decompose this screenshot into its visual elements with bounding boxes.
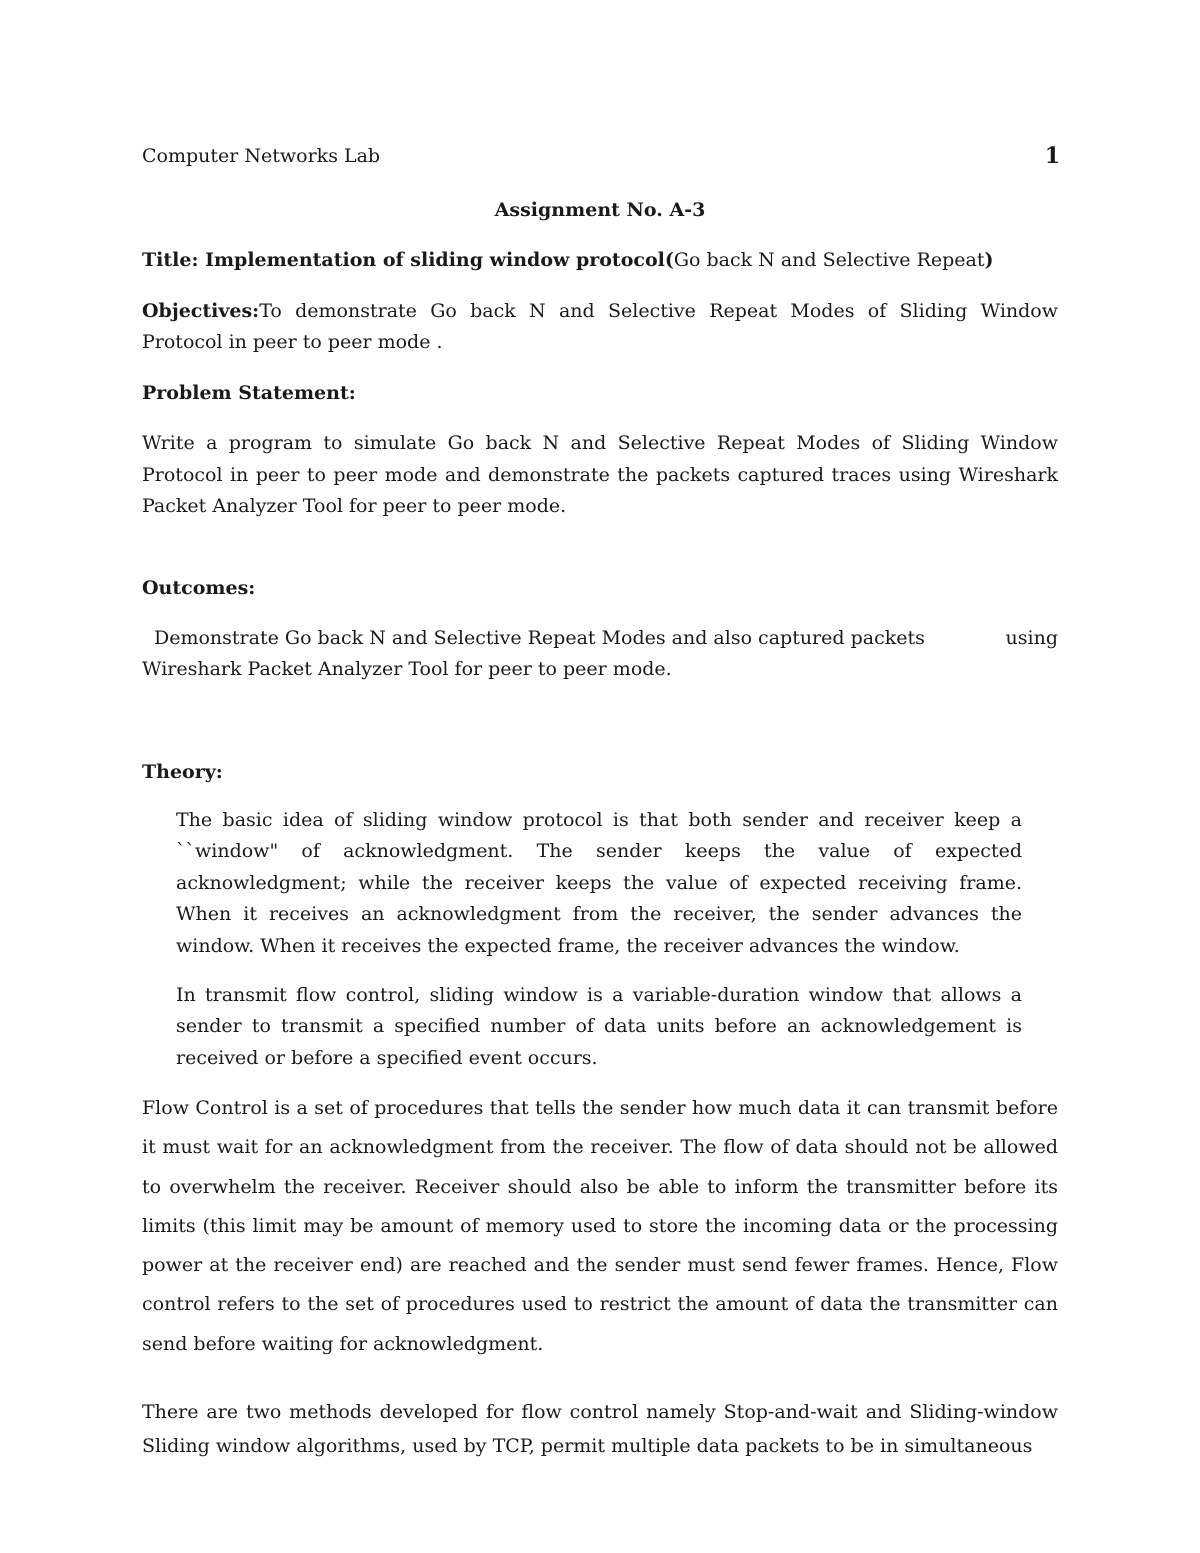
flow-control-paragraph: Flow Control is a set of procedures that tells the sender how much data it can transmit before it must wait for an acknowledgment from the receiver. The flow of data should not be allowed to overwhelm the receiver. Receiver should also be able to inform the transmitter before its limits (this limit may be amount of memory used to store the incoming data or the processing power at the receiver end) are reached and the sender must send fewer frames. Hence, Flow control refers to the set of procedures used to restrict the amount of data the transmitter can send before waiting for acknowledgment. [142,1097,1058,1355]
title-text: Go back N and Selective Repeat [673,249,985,271]
title-line [142,246,1058,274]
outcomes-text-line1-end: using [1005,627,1058,649]
outcomes-line-1 [142,623,1058,654]
methods-paragraph: There are two methods developed for flow control namely Stop-and-wait and Sliding-window Sliding window algorithms, used by TCP, permit multiple data packets to be in simultaneous [142,1401,1058,1457]
page-header [142,141,1060,171]
objectives-label: Objectives: [142,300,260,322]
problem-statement-text: Write a program to simulate Go back N and Selective Repeat Modes of Sliding Window Protocol in peer to peer mode and demonstrate the packets captured traces using Wireshark Packet Analyzer Tool for peer to peer mode. [142,432,1058,517]
theory-heading: Theory: [142,761,223,783]
header-title: Computer Networks Lab [142,145,381,167]
problem-statement-heading: Problem Statement: [142,382,356,404]
outcomes-heading: Outcomes: [142,577,256,599]
outcomes-text-line1: Demonstrate Go back N and Selective Repeat Modes and also captured packets [154,627,925,649]
objectives-text: To demonstrate Go back N and Selective Repeat Modes of Sliding Window Protocol in peer to peer mode . [142,300,1058,353]
theory-paragraph-1: The basic idea of sliding window protocol is that both sender and receiver keep a ``window" of acknowledgment. The sender keeps the value of expected acknowledgment; while the receiver keeps the value of expected receiving frame. When it receives an acknowledgment from the receiver, the sender advances the window. When it receives the expected frame, the receiver advances the window. [176,809,1022,957]
outcomes-line-2: Wireshark Packet Analyzer Tool for peer to peer mode. [142,658,672,680]
title-close: ) [984,249,994,271]
objectives-paragraph [142,296,1058,358]
page-number: 1 [1044,143,1060,169]
assignment-number: Assignment No. A-3 [494,199,706,221]
theory-paragraph-2: In transmit flow control, sliding window is a variable-duration window that allows a sender to transmit a specified number of data units before an acknowledgement is received or before a specified event occurs. [176,984,1022,1069]
title-label: Title: Implementation of sliding window protocol( [142,249,674,271]
